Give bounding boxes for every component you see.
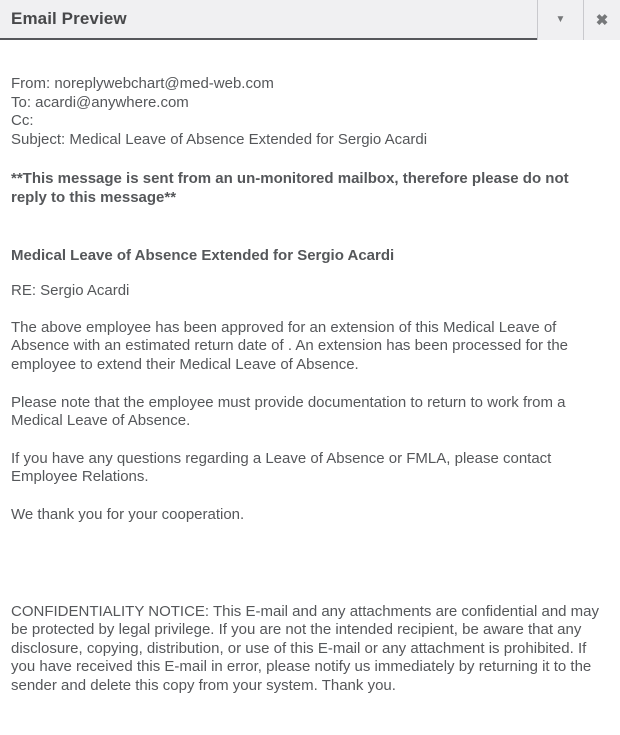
re-line: RE: Sergio Acardi bbox=[11, 282, 130, 300]
close-button[interactable] bbox=[583, 0, 620, 40]
dialog-title: Email Preview bbox=[11, 9, 127, 28]
email-subject-heading: Medical Leave of Absence Extended for Sergio Acardi bbox=[11, 246, 395, 264]
header-cc: Cc: bbox=[11, 112, 34, 130]
paragraph-documentation: Please note that the employee must provide documentation to return to work from a Medical Leave of Absence. bbox=[11, 393, 566, 430]
email-body bbox=[0, 40, 620, 695]
header-to: To: acardi@anywhere.com bbox=[11, 93, 189, 111]
close-icon: ✖ bbox=[595, 11, 609, 29]
chevron-down-icon: ▼ bbox=[555, 14, 566, 25]
confidentiality-notice: CONFIDENTIALITY NOTICE: This E-mail and any attachments are confidential and may be protected by legal privilege. If you are not the intended recipient, be aware that any disclosure, copying, distribution, or use of this E-mail or any attachment is prohibited. If you have received this E-mail in error, please notify us immediately by returning it to the sender and delete this copy from your system. Thank you. bbox=[11, 602, 600, 694]
paragraph-approval: The above employee has been approved for an extension of this Medical Leave of Absence with an estimated return date of . An extension has been processed for the employee to extend their Medical Leave of Absence. bbox=[11, 318, 569, 373]
unmonitored-mailbox-warning: **This message is sent from an un-monitored mailbox, therefore please do not reply to this message** bbox=[11, 170, 569, 206]
paragraph-questions: If you have any questions regarding a Leave of Absence or FMLA, please contact Employee Relations. bbox=[11, 449, 552, 486]
titlebar-buttons bbox=[537, 0, 620, 40]
collapse-button[interactable] bbox=[537, 0, 583, 40]
dialog-titlebar bbox=[0, 0, 620, 40]
header-subject: Subject: Medical Leave of Absence Extended for Sergio Acardi bbox=[11, 130, 428, 148]
header-from: From: noreplywebchart@med-web.com bbox=[11, 75, 274, 92]
paragraph-thanks: We thank you for your cooperation. bbox=[11, 505, 245, 523]
email-headers bbox=[11, 75, 605, 149]
